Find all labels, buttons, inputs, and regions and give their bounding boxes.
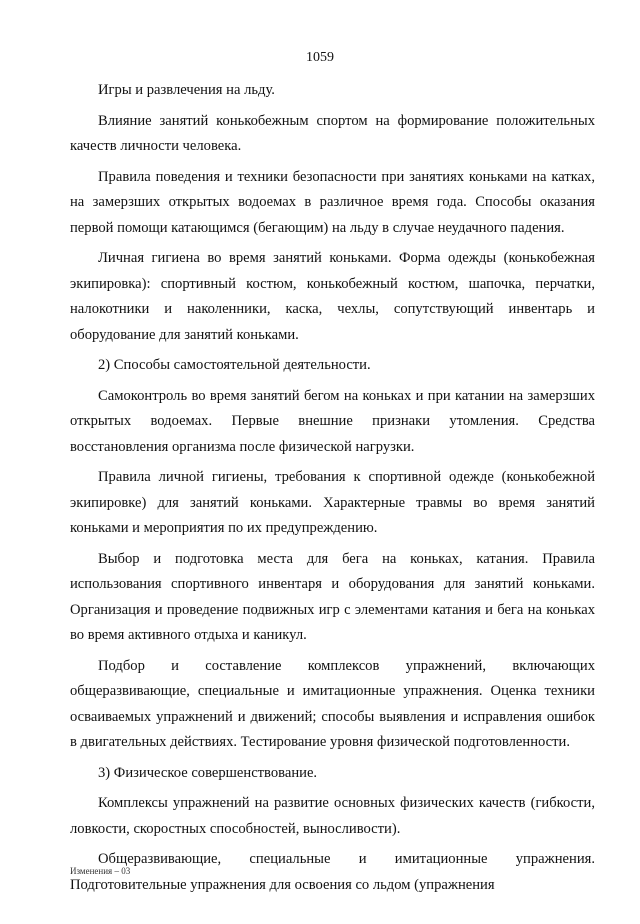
footer-revision: Изменения – 03 — [70, 866, 131, 876]
paragraph: Игры и развлечения на льду. — [98, 82, 275, 98]
body-text — [70, 78, 595, 903]
paragraph: Подбор и составление комплексов упражнений, включающих общеразвивающие, специальные и имитационные упражнения. Оценка техники осваиваемых упражнений и движений; способы выявления и исправления ошибок в двигательных действиях. Тестирование уровня физической подготовленности. — [70, 657, 595, 750]
section-heading: 2) Способы самостоятельной деятельности. — [98, 357, 371, 373]
paragraph: Выбор и подготовка места для бега на коньках, катания. Правила использования спортивного инвентаря и оборудования для занятий коньками. Организация и проведение подвижных игр с элементами катания и бега на коньках во время активного отдыха и каникул. — [70, 550, 595, 643]
paragraph: Личная гигиена во время занятий коньками. Форма одежды (конькобежная экипировка): спортивный костюм, конькобежный костюм, шапочка, перчатки, налокотники и наколенники, каска, чехлы, сопутствующий инвентарь и оборудование для занятий коньками. — [70, 250, 595, 343]
paragraph: Правила поведения и техники безопасности при занятиях коньками на катках, на замерзших открытых водоемах в различное время года. Способы оказания первой помощи катающимся (бегающим) на льду в случае неудачного падения. — [70, 168, 595, 236]
paragraph: Общеразвивающие, специальные и имитационные упражнения. Подготовительные упражнения для освоения со льдом (упражнения — [70, 851, 595, 893]
section-heading: 3) Физическое совершенствование. — [98, 764, 318, 781]
paragraph: Правила личной гигиены, требования к спортивной одежде (конькобежной экипировке) для занятий коньками. Характерные травмы во время занятий коньками и мероприятия по их предупреждению. — [70, 469, 595, 536]
paragraph: Самоконтроль во время занятий бегом на коньках и при катании на замерзших открытых водоемах. Первые внешние признаки утомления. Средства восстановления организма после физической нагрузки. — [70, 387, 595, 455]
paragraph: Влияние занятий конькобежным спортом на формирование положительных качеств личности человека. — [70, 112, 595, 154]
paragraph: Комплексы упражнений на развитие основных физических качеств (гибкости, ловкости, скоростных способностей, выносливости). — [70, 795, 595, 837]
page-number: 1059 — [306, 50, 334, 65]
